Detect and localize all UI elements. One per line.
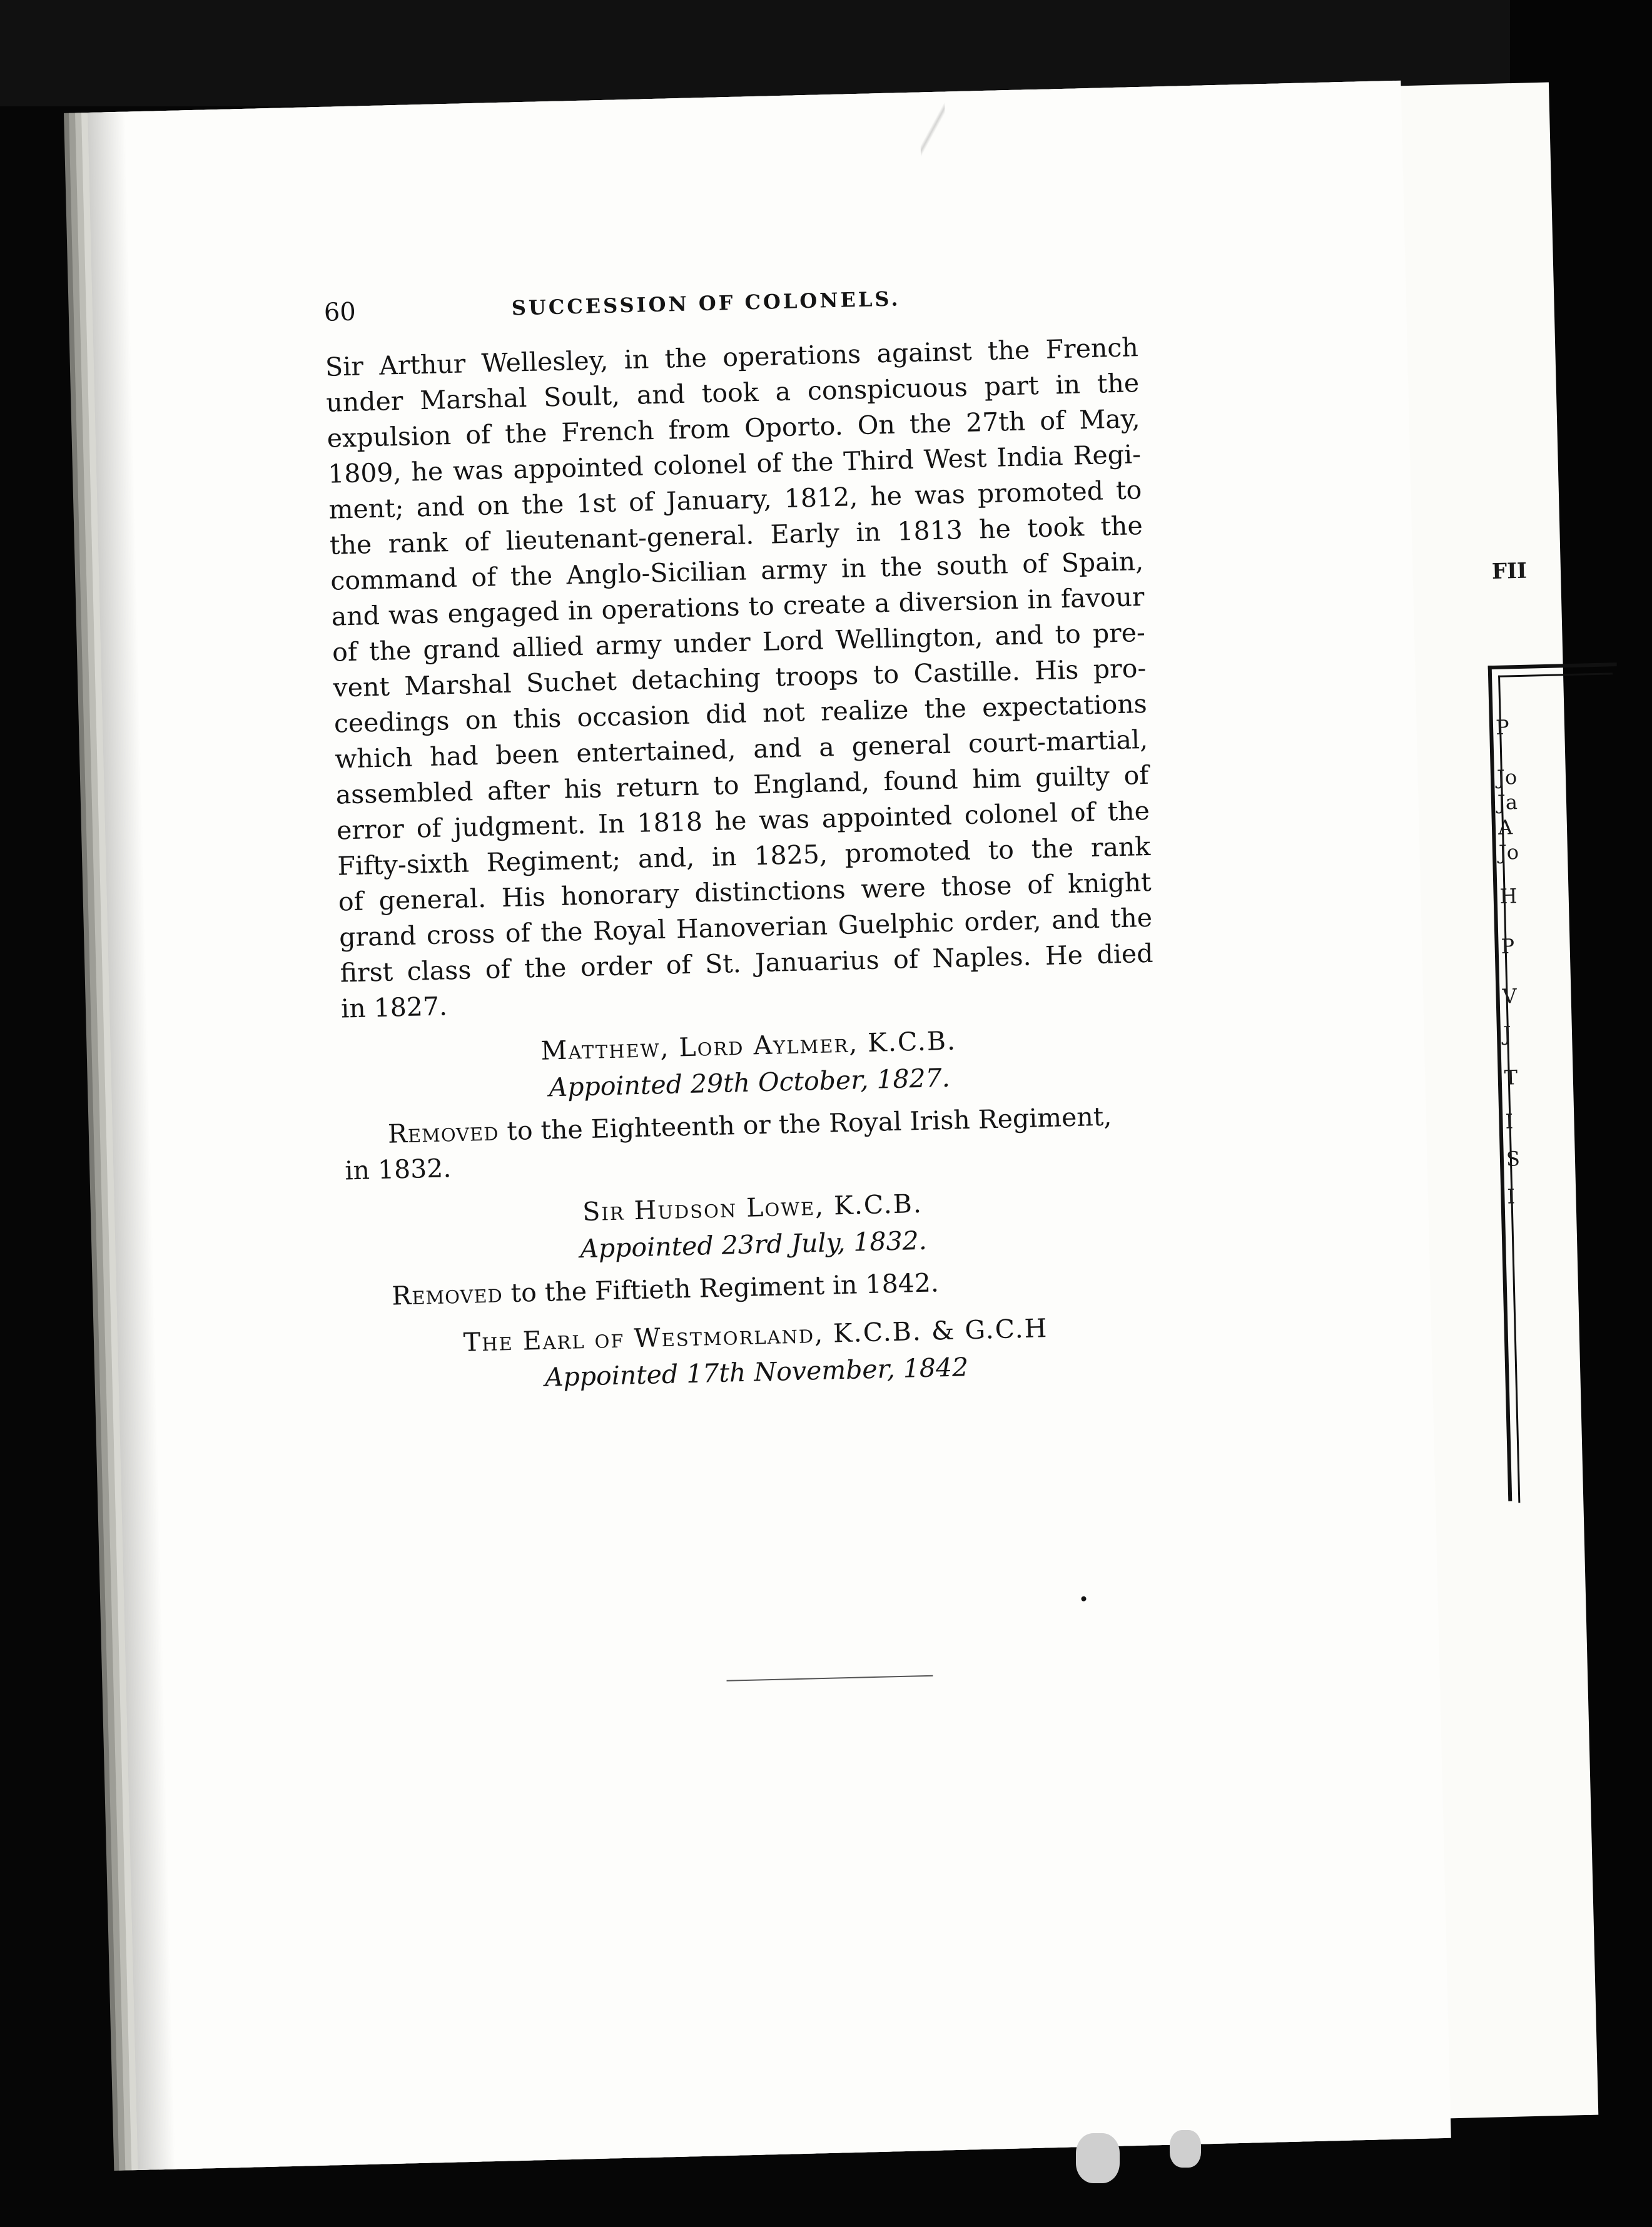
facing-page-letter: S — [1506, 1147, 1521, 1171]
appointment-date: Appointed 23rd July, 1832. — [579, 1225, 928, 1264]
facing-page-letter: Jo — [1498, 840, 1519, 865]
facing-page-letter: P — [1501, 934, 1515, 958]
text-line: first class of the order of St. Januarius of Naples. He died — [340, 938, 1153, 988]
text-line: error of judgment. In 1818 he was appointed colonel of the — [336, 795, 1150, 846]
text-line: which had been entertained, and a general court-martial, — [334, 724, 1148, 774]
text-line: Sir Arthur Wellesley, in the operations against the French — [325, 332, 1139, 382]
facing-page-letter: P — [1495, 715, 1510, 739]
text-line: the rank of lieutenant-general. Early in 1813 he took the — [329, 510, 1143, 561]
text-line: under Marshal Soult, and took a conspicuous part in the — [325, 368, 1140, 418]
text-line: Fifty-sixth Regiment; and, in 1825, promoted to the rank — [337, 831, 1151, 881]
facing-page-letter: I — [1504, 1109, 1514, 1134]
page-number: 60 — [323, 297, 357, 327]
colonel-name: The Earl of Westmorland, K.C.B. & G.C.H — [463, 1313, 1048, 1357]
facing-page-letter: T — [1504, 1065, 1518, 1090]
end-rule — [727, 1675, 933, 1682]
text-line: vent Marshal Suchet detaching troops to Castille. His pro- — [333, 652, 1147, 703]
removal-continuation: in 1832. — [344, 1153, 452, 1186]
text-line: assembled after his return to England, found him guilty of — [335, 759, 1149, 810]
removal-text: to the Fiftieth Regiment in 1842. — [502, 1267, 940, 1309]
colonel-entry — [342, 1018, 1189, 1189]
colonel-name: Sir Hudson Lowe, K.C.B. — [582, 1188, 923, 1227]
text-line: of the grand allied army under Lord Wellington, and to pre- — [332, 617, 1146, 667]
text-line: of general. His honorary distinctions were those of knight — [338, 866, 1152, 917]
running-head — [323, 274, 1168, 338]
facing-page-letter: J — [1503, 1022, 1512, 1046]
colonel-entry — [349, 1307, 1195, 1401]
facing-page-heading-fragment: FII — [1491, 558, 1528, 584]
removed-label: Removed — [391, 1278, 504, 1311]
facing-page-letter: A — [1497, 815, 1513, 840]
text-line: ment; and on the 1st of January, 1812, he was promoted to — [328, 475, 1142, 525]
facing-page-letter: Ja — [1497, 790, 1518, 814]
facing-page-letter: I — [1506, 1184, 1516, 1209]
facing-page-letter: Jo — [1496, 765, 1518, 789]
text-line: 1809, he was appointed colonel of the Third West India Regi- — [327, 439, 1142, 489]
appointment-date: Appointed 29th October, 1827. — [549, 1062, 951, 1103]
removed-label: Removed — [387, 1116, 499, 1149]
text-line: grand cross of the Royal Hanoverian Guelphic order, and the — [338, 902, 1153, 953]
body-paragraph — [325, 329, 1185, 1027]
book-page — [88, 81, 1451, 2170]
text-line: expulsion of the French from Oporto. On the 27th of May, — [327, 403, 1141, 454]
text-line: ceedings on this occasion did not realize the expectations — [333, 688, 1148, 739]
ink-speck — [1081, 1596, 1086, 1601]
facing-page-letter: H — [1499, 884, 1518, 908]
text-line: and was engaged in operations to create a diversion in favour — [331, 581, 1145, 632]
colonel-name: Matthew, Lord Aylmer, K.C.B. — [540, 1025, 957, 1066]
running-title: SUCCESSION OF COLONELS. — [511, 287, 901, 320]
page-content — [323, 274, 1195, 1401]
text-line: in 1827. — [340, 991, 448, 1024]
facing-page-letter: V — [1502, 984, 1518, 1008]
colonel-entry — [346, 1179, 1193, 1315]
scan-specks — [1063, 2127, 1251, 2189]
text-line: command of the Anglo-Sicilian army in the south of Spain, — [330, 545, 1144, 596]
removal-text: to the Eighteenth or the Royal Irish Regiment, — [498, 1101, 1112, 1147]
appointment-date: Appointed 17th November, 1842 — [544, 1352, 969, 1393]
